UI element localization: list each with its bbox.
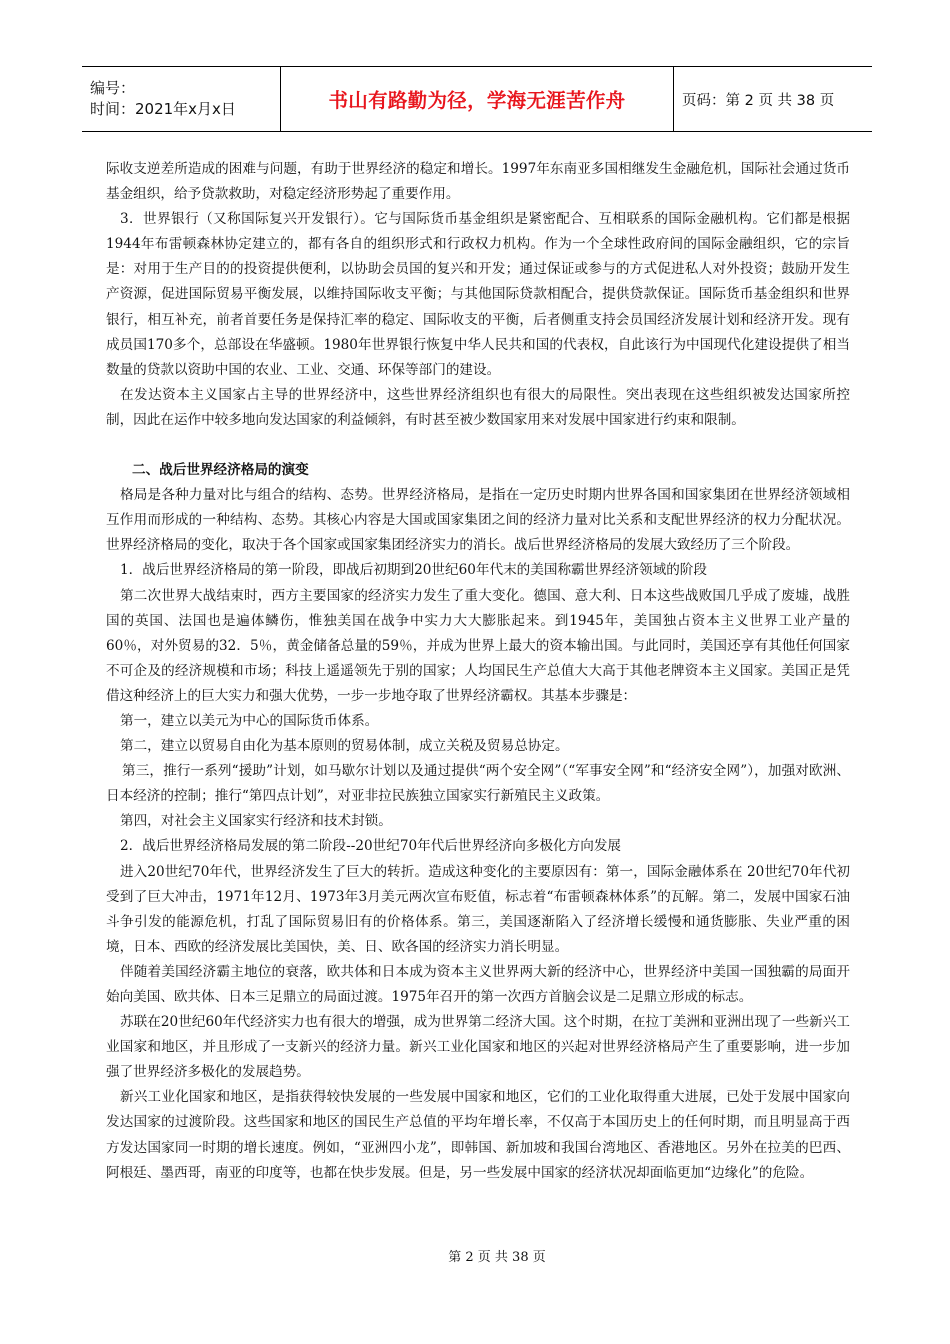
- paragraph-5: 1．战后世界经济格局的第一阶段，即战后初期到20世纪60年代末的美国称霸世界经济领域的阶段: [120, 562, 707, 579]
- paragraph-6: 第二次世界大战结束时，西方主要国家的经济实力发生了重大变化。德国、意大利、日本这些战败国几乎成了废墟，战胜国的英国、法国也是遍体鳞伤，惟独美国在战争中实力大大膨胀起来。到1945年，美国独占资本主义世界工业产量的60％，对外贸易的32．5％，黄金储备总量的59％，并成为世界上最大的资本输出国。与此同时，美国还享有其他任何国家不可企及的经济规模和市场；科技上遥遥领先于别的国家；人均国民生产总值大大高于其他老牌资本主义国家。美国正是凭借这种经济上的巨大实力和强大优势，一步一步地夺取了世界经济霸权。其基本步骤是：: [106, 587, 850, 704]
- paragraph-10: 第四，对社会主义国家实行经济和技术封锁。: [120, 813, 392, 830]
- paragraph-2: 3．世界银行（又称国际复兴开发银行）。它与国际货币基金组织是紧密配合、互相联系的国际金融机构。它们都是根据1944年布雷顿森林协定建立的，都有各自的组织形式和行政权力机构。作为一个全球性政府间的国际金融组织，它的宗旨是：对用于生产目的的投资提供便利，以协助会员国的复兴和开发；通过保证或参与的方式促进私人对外投资；鼓励开发生产资源，促进国际贸易平衡发展，以维持国际收支平衡；与其他国际贷款相配合，提供贷款保证。国际货币基金组织和世界银行，相互补充，前者首要任务是保持汇率的稳定、国际收支的平衡，后者侧重支持会员国经济发展计划和经济开发。现有成员国170多个，总部设在华盛顿。1980年世界银行恢复中华人民共和国的代表权，自此该行为中国现代化建设提供了相当数量的贷款以资助中国的农业、工业、交通、环保等部门的建设。: [106, 211, 850, 378]
- paragraph-11: 2．战后世界经济格局发展的第二阶段--20世纪70年代后世界经济向多极化方向发展: [120, 838, 622, 855]
- header-meta: [82, 67, 281, 132]
- document-body: [106, 157, 850, 1186]
- paragraph-3: 在发达资本主义国家占主导的世界经济中，这些世界经济组织也有很大的局限性。突出表现在这些组织被发达国家所控制，因此在运作中较多地向发达国家的利益倾斜，有时甚至被少数国家用来对发展中国家进行约束和限制。: [106, 386, 850, 428]
- paragraph-13: 伴随着美国经济霸主地位的衰落，欧共体和日本成为资本主义世界两大新的经济中心，世界经济中美国一国独霸的局面开始向美国、欧共体、日本三足鼎立的局面过渡。1975年召开的第一次西方首脑会议是二足鼎立形成的标志。: [106, 963, 850, 1005]
- paragraph-8: 第二，建立以贸易自由化为基本原则的贸易体制，成立关税及贸易总协定。: [120, 738, 569, 755]
- document-header: [82, 66, 872, 132]
- paragraph-1: 际收支逆差所造成的困难与问题，有助于世界经济的稳定和增长。1997年东南亚多国相继发生金融危机，国际社会通过货币基金组织，给予贷款救助，对稳定经济形势起了重要作用。: [106, 161, 850, 203]
- paragraph-9: 第三，推行一系列“援助”计划，如马歇尔计划以及通过提供“两个安全网”（“军事安全网”和“经济安全网”），加强对欧洲、日本经济的控制；推行“第四点计划”，对亚非拉民族独立国家实行新殖民主义政策。: [106, 763, 850, 805]
- paragraph-7: 第一，建立以美元为中心的国际货币体系。: [120, 712, 379, 729]
- paragraph-15: 新兴工业化国家和地区，是指获得较快发展的一些发展中国家和地区，它们的工业化取得重大进展，已处于发展中国家向发达国家的过渡阶段。这些国家和地区的国民生产总值的平均年增长率，不仅高于本国历史上的任何时期，而且明显高于西方发达国家同一时期的增长速度。例如，“亚洲四小龙”，即韩国、新加坡和我国台湾地区、香港地区。另外在拉美的巴西、阿根廷、墨西哥，南亚的印度等，也都在快步发展。但是，另一些发展中国家的经济状况却面临更加“边缘化”的危险。: [106, 1089, 850, 1181]
- header-motto: 书山有路勤为径，学海无涯苦作舟: [281, 67, 674, 132]
- paragraph-4: 格局是各种力量对比与组合的结构、态势。世界经济格局，是指在一定历史时期内世界各国和国家集团在世界经济领域相互作用而形成的一种结构、态势。其核心内容是大国或国家集团之间的经济力量对比关系和支配世界经济的权力分配状况。世界经济格局的变化，取决于各个国家或国家集团经济实力的消长。战后世界经济格局的发展大致经历了三个阶段。: [106, 487, 850, 554]
- date-label: 时间：2021年x月x日: [90, 100, 236, 118]
- paragraph-14: 苏联在20世纪60年代经济实力也有很大的增强，成为世界第二经济大国。这个时期，在拉丁美洲和亚洲出现了一些新兴工业国家和地区，并且形成了一支新兴的经济力量。新兴工业化国家和地区的兴起对世界经济格局产生了重要影响，进一步加强了世界经济多极化的发展趋势。: [106, 1014, 850, 1081]
- paragraph-12: 进入20世纪70年代，世界经济发生了巨大的转折。造成这种变化的主要原因有：第一，国际金融体系在 20世纪70年代初受到了巨大冲击，1971年12月、1973年3月美元两次宣布贬值，标志着“布雷顿森林体系”的瓦解。第二，发展中国家石油斗争引发的能源危机，打乱了国际贸易旧有的价格体系。第三，美国逐渐陷入了经济增长缓慢和通货膨胀、失业严重的困境，日本、西欧的经济发展比美国快，美、日、欧各国的经济实力消长明显。: [106, 863, 850, 955]
- page-footer: 第 2 页 共 38 页: [448, 1250, 546, 1265]
- header-page-info: 页码：第 2 页 共 38 页: [674, 67, 873, 132]
- number-label: 编号：: [90, 79, 136, 97]
- spacer: [106, 433, 850, 458]
- section-heading: 二、战后世界经济格局的演变: [132, 462, 309, 479]
